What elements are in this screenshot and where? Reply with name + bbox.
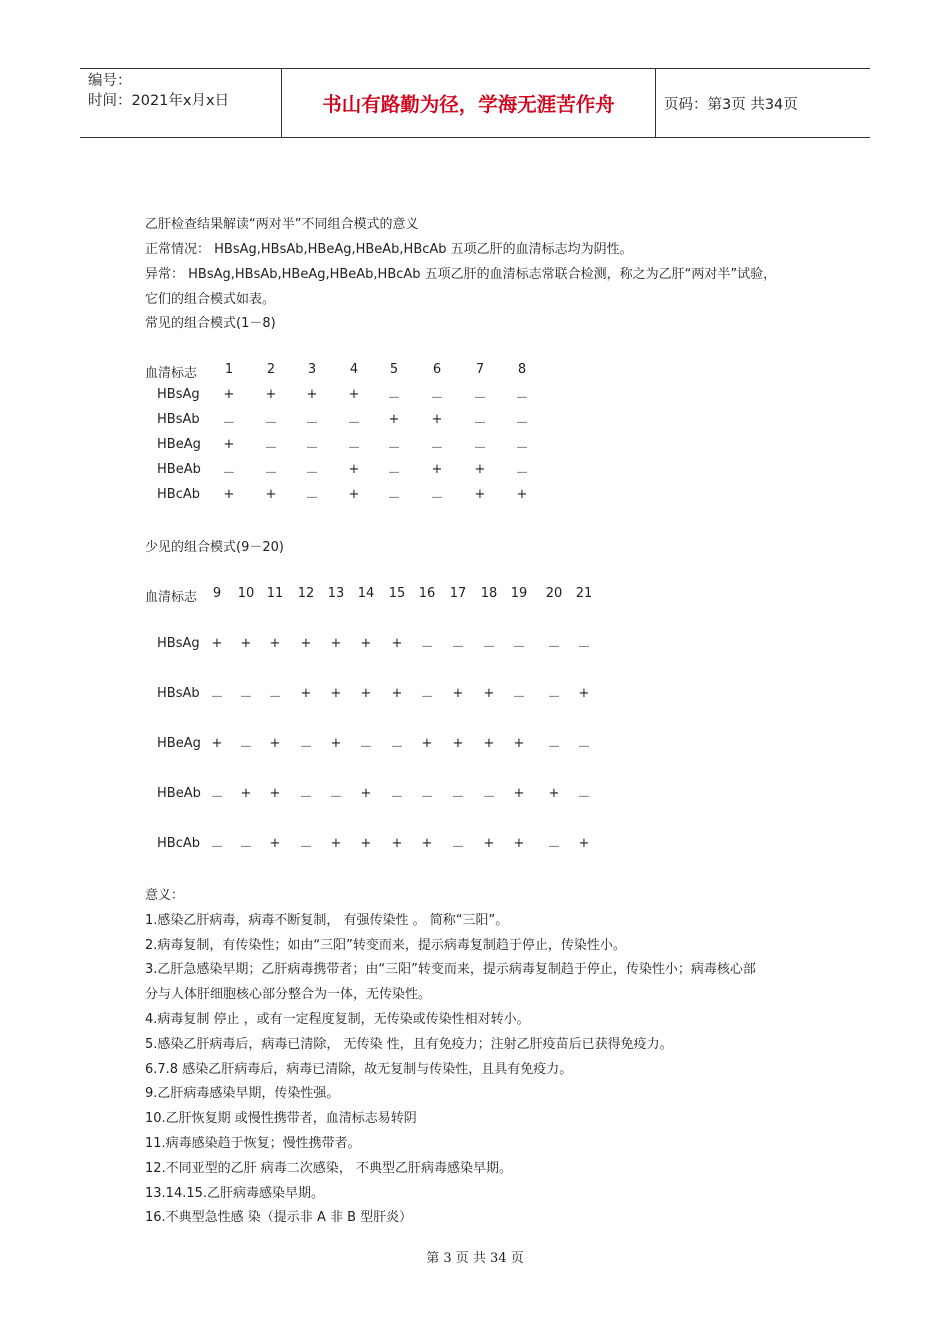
- table1-col-4: 4: [349, 362, 359, 377]
- table1-cell: －: [347, 441, 361, 456]
- table1-cell: －: [305, 466, 319, 481]
- table1-cell: －: [347, 416, 361, 431]
- table1-cell: －: [430, 391, 444, 406]
- table2-cell: +: [421, 836, 433, 851]
- table1-cell: －: [473, 441, 487, 456]
- header-page-info: 页码：第3页 共34页: [664, 96, 798, 113]
- meaning-line-10: 11.病毒感染趋于恢复；慢性携带者。: [145, 1136, 361, 1151]
- table1-cell: －: [430, 441, 444, 456]
- table2-cell: －: [210, 690, 224, 705]
- table1-header-label: 血清标志: [145, 366, 198, 381]
- table2-cell: +: [483, 686, 495, 701]
- table1-cell: －: [430, 491, 444, 506]
- table2-cell: +: [483, 736, 495, 751]
- meaning-line-5: 4.病毒复制 停止 ，或有一定程度复制，无传染或传染性相对转小。: [145, 1012, 530, 1027]
- table1-col-1: 1: [224, 362, 234, 377]
- meaning-line-2: 2.病毒复制，有传染性；如由“三阳”转变而来，提示病毒复制趋于停止，传染性小。: [145, 937, 626, 953]
- table1-cell: －: [264, 441, 278, 456]
- meaning-line-13: 16.不典型急性感 染（提示非 A 非 B 型肝炎）: [145, 1210, 413, 1226]
- table1-row-label-HBsAg: HBsAg: [157, 387, 200, 402]
- table1-cell: +: [265, 387, 277, 402]
- table2-cell: +: [240, 636, 252, 651]
- table1-cell: －: [222, 466, 236, 481]
- table2-cell: +: [330, 736, 342, 751]
- table2-cell: +: [300, 636, 312, 651]
- header-meta: [80, 69, 282, 137]
- table1-cell: －: [222, 416, 236, 431]
- table2-cell: +: [300, 686, 312, 701]
- table1-col-2: 2: [266, 362, 276, 377]
- table2-col-20: 20: [545, 586, 563, 601]
- header-motto: 书山有路勤为径，学海无涯苦作舟: [282, 69, 656, 137]
- table2-cell: +: [452, 686, 464, 701]
- intro-line-1: 乙肝检查结果解读“两对半”不同组合模式的意义: [145, 217, 419, 232]
- table2-cell: －: [329, 790, 343, 805]
- table2-cell: +: [360, 636, 372, 651]
- table1-cell: －: [515, 391, 529, 406]
- table2-col-16: 16: [418, 586, 436, 601]
- table2-cell: +: [578, 686, 590, 701]
- table2-cell: +: [330, 636, 342, 651]
- table1-cell: －: [387, 491, 401, 506]
- table2-cell: －: [420, 790, 434, 805]
- table2-cell: +: [452, 736, 464, 751]
- table2-cell: +: [211, 736, 223, 751]
- table2-cell: +: [483, 836, 495, 851]
- intro-line-2: 正常情况： HBsAg,HBsAb,HBeAg,HBeAb,HBcAb 五项乙肝的血清标志均为阴性。: [145, 242, 633, 257]
- table1-cell: －: [387, 441, 401, 456]
- meaning-line-6: 5.感染乙肝病毒后，病毒已清除， 无传染 性，且有免疫力；注射乙肝疫苗后已获得免疫力。: [145, 1036, 673, 1052]
- table2-cell: +: [330, 686, 342, 701]
- meaning-line-11: 12.不同亚型的乙肝 病毒二次感染， 不典型乙肝病毒感染早期。: [145, 1160, 512, 1176]
- table2-cell: +: [211, 636, 223, 651]
- table1-cell: +: [474, 462, 486, 477]
- table1-row-label-HBsAb: HBsAb: [157, 412, 200, 427]
- table2-cell: +: [391, 636, 403, 651]
- table1-cell: －: [473, 416, 487, 431]
- meaning-line-1: 1.感染乙肝病毒，病毒不断复制， 有强传染性 。 简称“三阳”。: [145, 912, 509, 928]
- table2-cell: －: [239, 840, 253, 855]
- table2-title: 少见的组合模式(9－20): [145, 540, 284, 555]
- table2-cell: +: [360, 686, 372, 701]
- meaning-line-7: 6.7.8 感染乙肝病毒后，病毒已清除，故无复制与传染性，且具有免疫力。: [145, 1061, 573, 1077]
- table2-cell: －: [577, 740, 591, 755]
- table2-col-21: 21: [575, 586, 593, 601]
- intro-line-5: 常见的组合模式(1－8): [145, 316, 276, 331]
- table1-cell: +: [348, 462, 360, 477]
- table2-cell: +: [391, 686, 403, 701]
- table2-row-label-HBeAg: HBeAg: [157, 736, 201, 751]
- meaning-line-8: 9.乙肝病毒感染早期，传染性强。: [145, 1086, 340, 1102]
- table2-row-label-HBsAb: HBsAb: [157, 686, 200, 701]
- table1-col-7: 7: [475, 362, 485, 377]
- table2-cell: －: [390, 790, 404, 805]
- table2-cell: －: [482, 640, 496, 655]
- table2-col-13: 13: [327, 586, 345, 601]
- page-footer: 第 3 页 共 34 页: [426, 1251, 524, 1266]
- table2-cell: +: [360, 836, 372, 851]
- table1-row-label-HBeAg: HBeAg: [157, 437, 201, 452]
- intro-line-4: 它们的组合模式如表。: [145, 292, 276, 307]
- table2-cell: －: [299, 790, 313, 805]
- table2-cell: －: [577, 640, 591, 655]
- table1-col-6: 6: [432, 362, 442, 377]
- table2-row-label-HBsAg: HBsAg: [157, 636, 200, 651]
- table2-cell: －: [359, 740, 373, 755]
- table1-row-label-HBcAb: HBcAb: [157, 487, 200, 502]
- meaning-line-0: 意义：: [145, 888, 185, 903]
- table1-cell: －: [473, 391, 487, 406]
- table2-cell: +: [330, 836, 342, 851]
- table2-cell: +: [269, 786, 281, 801]
- table1-cell: －: [305, 441, 319, 456]
- table1-cell: +: [348, 487, 360, 502]
- page-header: [80, 68, 870, 138]
- table2-cell: －: [547, 740, 561, 755]
- table2-cell: －: [299, 840, 313, 855]
- table2-col-9: 9: [212, 586, 222, 601]
- table2-col-10: 10: [237, 586, 255, 601]
- table2-col-17: 17: [449, 586, 467, 601]
- table1-cell: －: [305, 416, 319, 431]
- meaning-line-12: 13.14.15.乙肝病毒感染早期。: [145, 1185, 325, 1201]
- table1-cell: －: [264, 466, 278, 481]
- number-label: 编号：: [88, 73, 132, 89]
- table2-header-label: 血清标志: [145, 590, 198, 605]
- table2-cell: －: [420, 690, 434, 705]
- table2-cell: +: [513, 786, 525, 801]
- table2-cell: －: [547, 690, 561, 705]
- table2-cell: +: [578, 836, 590, 851]
- table2-cell: －: [239, 690, 253, 705]
- table2-cell: －: [547, 640, 561, 655]
- table1-row-label-HBeAb: HBeAb: [157, 462, 201, 477]
- table2-cell: －: [577, 790, 591, 805]
- table1-col-3: 3: [307, 362, 317, 377]
- table2-cell: +: [513, 836, 525, 851]
- table1-cell: －: [387, 466, 401, 481]
- meaning-line-4: 分与人体肝细胞核心部分整合为一体，无传染性。: [145, 987, 432, 1003]
- table2-cell: －: [512, 640, 526, 655]
- table2-cell: －: [451, 640, 465, 655]
- table1-col-8: 8: [517, 362, 527, 377]
- table2-cell: +: [269, 636, 281, 651]
- table2-cell: －: [512, 690, 526, 705]
- table2-cell: －: [451, 790, 465, 805]
- table1-cell: －: [264, 416, 278, 431]
- table1-cell: +: [223, 437, 235, 452]
- table1-col-5: 5: [389, 362, 399, 377]
- table2-cell: +: [269, 836, 281, 851]
- table2-cell: +: [548, 786, 560, 801]
- table2-cell: －: [210, 840, 224, 855]
- table2-col-15: 15: [388, 586, 406, 601]
- table2-cell: －: [547, 840, 561, 855]
- table1-cell: －: [515, 416, 529, 431]
- table2-cell: －: [451, 840, 465, 855]
- table2-cell: +: [421, 736, 433, 751]
- table1-cell: +: [474, 487, 486, 502]
- table2-col-14: 14: [357, 586, 375, 601]
- table2-cell: －: [239, 740, 253, 755]
- table1-cell: +: [223, 387, 235, 402]
- table1-cell: －: [515, 441, 529, 456]
- table2-cell: +: [513, 736, 525, 751]
- table1-cell: +: [388, 412, 400, 427]
- intro-line-3: 异常： HBsAg,HBsAb,HBeAg,HBeAb,HBcAb 五项乙肝的血清标志常联合检测，称之为乙肝“两对半”试验，: [145, 267, 777, 282]
- table1-cell: +: [516, 487, 528, 502]
- table2-cell: －: [482, 790, 496, 805]
- time-label: 时间：2021年x月x日: [88, 93, 230, 109]
- table2-col-18: 18: [480, 586, 498, 601]
- meaning-line-3: 3.乙肝急感染早期；乙肝病毒携带者；由“三阳”转变而来，提示病毒复制趋于停止，传染性小；病毒核心部: [145, 962, 756, 978]
- table2-col-19: 19: [510, 586, 528, 601]
- table1-cell: －: [387, 391, 401, 406]
- table2-col-11: 11: [266, 586, 284, 601]
- table2-cell: －: [299, 740, 313, 755]
- table1-cell: +: [306, 387, 318, 402]
- table1-cell: －: [515, 466, 529, 481]
- table2-cell: +: [269, 736, 281, 751]
- table1-cell: －: [305, 491, 319, 506]
- table2-cell: +: [360, 786, 372, 801]
- table2-cell: +: [240, 786, 252, 801]
- table1-cell: +: [348, 387, 360, 402]
- table2-row-label-HBeAb: HBeAb: [157, 786, 201, 801]
- table2-cell: －: [420, 640, 434, 655]
- table1-cell: +: [431, 412, 443, 427]
- meaning-line-9: 10.乙肝恢复期 或慢性携带者，血清标志易转阴: [145, 1111, 417, 1127]
- table2-col-12: 12: [297, 586, 315, 601]
- table1-cell: +: [265, 487, 277, 502]
- table2-row-label-HBcAb: HBcAb: [157, 836, 200, 851]
- table1-cell: +: [223, 487, 235, 502]
- table2-cell: +: [391, 836, 403, 851]
- table1-cell: +: [431, 462, 443, 477]
- table2-cell: －: [390, 740, 404, 755]
- table2-cell: －: [210, 790, 224, 805]
- table2-cell: －: [268, 690, 282, 705]
